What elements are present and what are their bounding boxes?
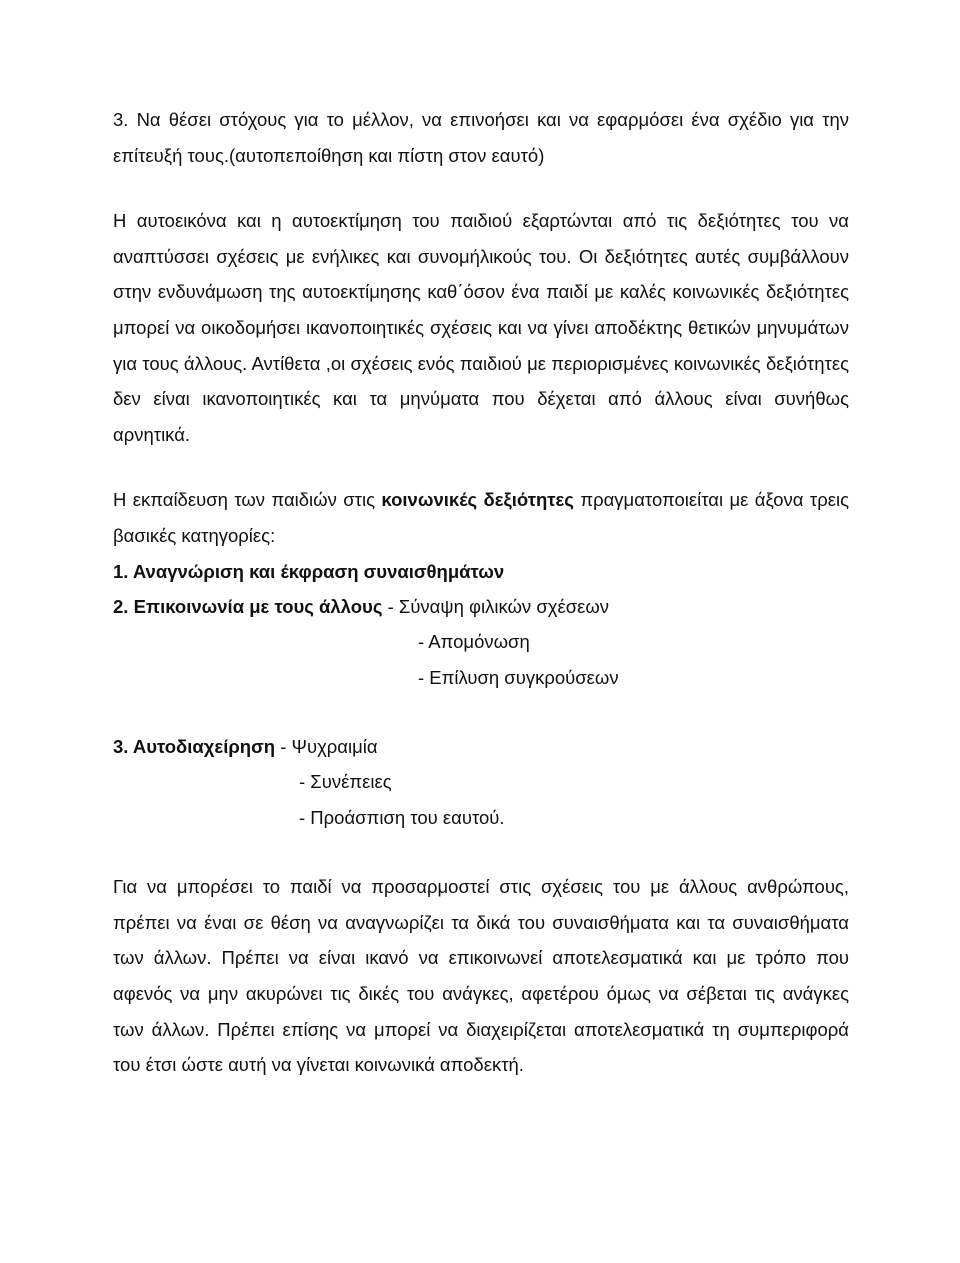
category-2 bbox=[113, 589, 849, 624]
category-1 bbox=[113, 554, 849, 589]
spacer bbox=[113, 173, 849, 203]
category-3-item: - Ψυχραιμία bbox=[280, 736, 378, 758]
category-3-item: - Προάσπιση του εαυτού. bbox=[299, 806, 505, 828]
category-3-item: - Συνέπειες bbox=[299, 771, 392, 793]
spacer bbox=[113, 452, 849, 482]
spacer bbox=[113, 835, 849, 869]
category-1-title: 1. Αναγνώριση και έκφραση συναισθημάτων bbox=[113, 560, 505, 582]
category-2-item: - Σύναψη φιλικών σχέσεων bbox=[387, 595, 610, 617]
paragraph-adaptation: Για να μπορέσει το παιδί να προσαρμοστεί στις σχέσεις του με άλλους ανθρώπους, πρέπει να έναι σε θέση να αναγνωρίζει τα δικά του συναισθήματα και τα συναισθήματα των άλλων. Πρέπει να είναι ικανό να επικοινωνεί αποτελεσματικά και με τρόπο που αφενός να μην ακυρώνει τις δικές του ανάγκες, αφετέρου όμως να σέβεται τις ανάγκες των άλλων. Πρέπει επίσης να μπορεί να διαχειρίζεται αποτελεσματικά τη συμπεριφορά του έτσι ώστε αυτή να γίνεται κοινωνικά αποδεκτή. bbox=[113, 876, 849, 1076]
emphasis-social-skills: κοινωνικές δεξιότητες bbox=[381, 489, 574, 511]
list-item-3: 3. Να θέσει στόχους για το μέλλον, να επινοήσει και να εφαρμόσει ένα σχέδιο για την επίτευξή τους.(αυτοπεποίθηση και πίστη στον εαυτό) bbox=[113, 109, 849, 166]
spacer bbox=[113, 695, 849, 729]
document-page bbox=[113, 102, 849, 1083]
paragraph-self-esteem: Η αυτοεικόνα και η αυτοεκτίμηση του παιδιού εξαρτώνται από τις δεξιότητες του να αναπτύσσει σχέσεις με ενήλικες και συνομήλικούς του. Οι δεξιότητες αυτές συμβάλλουν στην ενδυνάμωση της αυτοεκτίμησης καθ΄όσον ένα παιδί με καλές κοινωνικές δεξιότητες μπορεί να οικοδομήσει ικανοποιητικές σχέσεις και να γίνει αποδέκτης θετικών μηνυμάτων για τους άλλους. Αντίθετα ,οι σχέσεις ενός παιδιού με περιορισμένες κοινωνικές δεξιότητες δεν είναι ικανοποιητικές και τα μηνύματα που δέχεται από άλλους είναι συνήθως αρνητικά. bbox=[113, 210, 849, 445]
paragraph-training bbox=[113, 482, 849, 553]
category-2-item: - Απομόνωση bbox=[418, 631, 530, 653]
category-2-item: - Επίλυση συγκρούσεων bbox=[418, 666, 619, 688]
paragraph-training-after: πραγματοποιείται με άξονα τρεις βασικές κατηγορίες: bbox=[113, 489, 849, 546]
category-2-title: 2. Επικοινωνία με τους άλλους bbox=[113, 595, 383, 617]
paragraph-training-before: Η εκπαίδευση των παιδιών στις bbox=[113, 489, 382, 511]
category-3 bbox=[113, 729, 849, 764]
category-3-title: 3. Αυτοδιαχείρηση bbox=[113, 736, 276, 758]
